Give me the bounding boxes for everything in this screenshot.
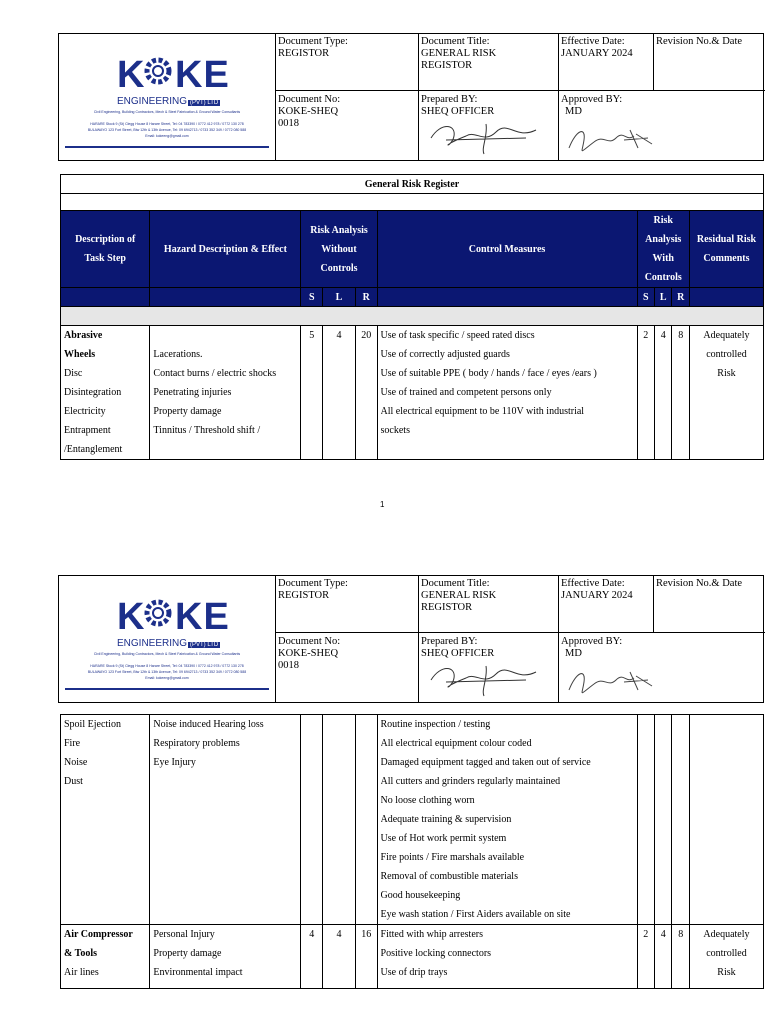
approved-by: Approved BY: MD [561,636,623,659]
controls-cell: Routine inspection / testing All electrical equipment colour coded Damaged equipment tagged and taken out of service All cutters and grinders regularly maintained No loose clothing worn Adequate training & supervision Use of Hot work permit system Fire points / Fire marshals available Removal of combustible materials Good housekeeping Eye wash station / First Aiders available on site [377,715,637,925]
gear-icon [143,598,173,628]
task-cell: Spoil Ejection Fire Noise Dust [61,715,150,925]
col-hazard: Hazard Description & Effect [150,211,301,288]
table-row: Air Compressor & Tools Air lines Personal Injury Property damage Environmental impact 4 4 16 Fitted with whip arresters Positive locking connectors Use of drip trays 2 4 8 Adequately controlled Risk [61,925,764,989]
col-s: S [301,288,323,307]
doc-type: Document Type: REGISTOR [278,578,348,601]
risk-register-table: General Risk Register Description of Task Step Hazard Description & Effect Risk Analysis Without Controls Control Measures Risk Analysis With Controls Residual Risk Comments S L R S L R Abrasive Wheels Disc Disintegration Electricity Entrapment /Entanglement Lacerations. Contact burns / electric shocks Penetrating injuries Property damage Tinnitus / Threshold shift / 5 4 20 Use of task specific / speed rated discs Use of correctly adjusted guards Use of suitable PPE ( body / hands / face / eyes /ears ) Use of trained and competent persons only All electrical equipment to be 110V with industrial sockets 2 4 8 Adequately controlled Risk [60,174,764,460]
risk-register-table-continued [60,714,764,989]
table-row [61,715,764,925]
col-control-measures: Control Measures [377,211,637,288]
doc-title: Document Title: GENERAL RISK REGISTOR [421,578,497,613]
approved-by: Approved BY: MD [561,94,623,117]
revision: Revision No.& Date [656,36,743,47]
hazard-cell: Lacerations. Contact burns / electric shocks Penetrating injuries Property damage Tinnitus / Threshold shift / [150,326,301,460]
prepared-by: Prepared BY: SHEQ OFFICER [421,636,495,659]
logo-email: Email: kokeeng@gmail.com [145,134,189,138]
doc-number: Document No: KOKE-SHEQ 0018 [278,636,341,671]
task-cell: Abrasive Wheels Disc Disintegration Electricity Entrapment /Entanglement [61,326,150,460]
controls-cell: Use of task specific / speed rated discs Use of correctly adjusted guards Use of suitable PPE ( body / hands / face / eyes /ears ) Use of trained and competent persons only All electrical equipment to be 110V with industrial sockets [377,326,637,460]
col-risk-with: Risk Analysis With Controls [637,211,689,288]
signature-approved [564,120,664,156]
doc-type: Document Type: REGISTOR [278,36,348,59]
effective-date: Effective Date: JANUARY 2024 [561,578,633,601]
col-task-step: Description of Task Step [61,211,150,288]
document-header [58,33,764,161]
effective-date: Effective Date: JANUARY 2024 [561,36,633,59]
col-risk-without: Risk Analysis Without Controls [301,211,377,288]
residual-cell: Adequately controlled Risk [689,326,763,460]
gear-icon [143,56,173,86]
page-number: 1 [380,500,385,509]
col-residual: Residual Risk Comments [689,211,763,288]
residual-cell: Adequately controlled Risk [689,925,763,989]
signature-prepared [426,116,546,156]
signature-prepared [426,658,546,698]
revision: Revision No.& Date [656,578,743,589]
logo-address-harare: HARARE Stock 9 (St) Clegg House 8 Harare Street, Tel: 04 783390 / 0772 412 978 / 0772 130 278 [90,122,244,126]
col-r: R [355,288,377,307]
register-title: General Risk Register [61,175,764,194]
controls-cell: Fitted with whip arresters Positive locking connectors Use of drip trays [377,925,637,989]
doc-number: Document No: KOKE-SHEQ 0018 [278,94,341,129]
document-header-page2 [58,575,764,703]
logo-address-bulawayo: BULAWAYO 123 Fort Street, Btw 12th & 13th Avenue, Tel: 09 6942713 / 0733 352 349 / 0772 080 588 [87,128,247,132]
signature-approved [564,662,664,698]
company-logo: K KE ENGINEERING (PVT) LTD Civil Engineering, Building Contractors, Mech & Steel Fabrication & Ground Water Consultants HARARE Stock 9 (St) Clegg House 8 Harare Street, Tel: 04 783390 / 0772 412 978 / 0772 130 278 BULAWAYO 123 Fort Street, Btw 12th & 13th Avenue, Tel: 09 6942713 / 0733 352 349 / 0772 080 588 Email: kokeeng@gmail.com [59,576,276,702]
table-row: Abrasive Wheels Disc Disintegration Electricity Entrapment /Entanglement Lacerations. Contact burns / electric shocks Penetrating injuries Property damage Tinnitus / Threshold shift / 5 4 20 Use of task specific / speed rated discs Use of correctly adjusted guards Use of suitable PPE ( body / hands / face / eyes /ears ) Use of trained and competent persons only All electrical equipment to be 110V with industrial sockets 2 4 8 Adequately controlled Risk [61,326,764,460]
hazard-cell: Noise induced Hearing loss Respiratory problems Eye Injury [150,715,301,925]
col-l: L [323,288,356,307]
hazard-cell: Personal Injury Property damage Environmental impact [150,925,301,989]
doc-title: Document Title: GENERAL RISK REGISTOR [421,36,497,71]
logo-tagline: Civil Engineering, Building Contractors, Mech & Steel Fabrication & Ground Water Consultants [93,110,241,114]
prepared-by: Prepared BY: SHEQ OFFICER [421,94,495,117]
task-cell: Air Compressor & Tools Air lines [61,925,150,989]
company-logo: K KE ENGINEERING (PVT) LTD Civil Engineering, Building Contractors, Mech & Steel Fabrication & Ground Water Consultants HARARE Stock 9 (St) Clegg House 8 Harare Street, Tel: 04 783390 / 0772 412 978 / 0772 130 278 BULAWAYO 123 Fort Street, Btw 12th & 13th Avenue, Tel: 09 6942713 / 0733 352 349 / 0772 080 588 Email: kokeeng@gmail.com [59,34,276,160]
